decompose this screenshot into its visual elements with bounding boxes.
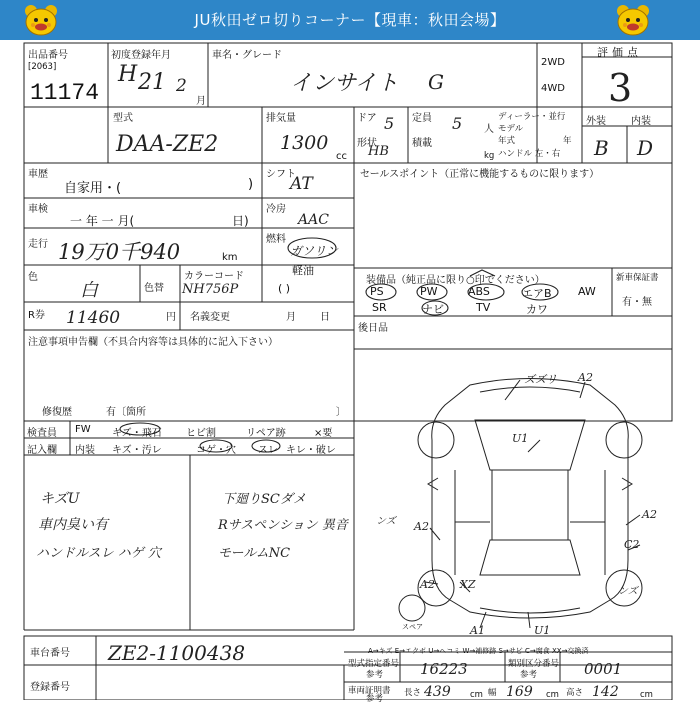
- mileage-unit: km: [222, 252, 238, 263]
- displacement-unit: cc: [336, 151, 347, 162]
- name-change-label: 名義変更: [190, 312, 230, 323]
- shape-value: HB: [368, 144, 389, 159]
- width-unit: cm: [546, 690, 559, 700]
- inspection-value: 一 年 一 月(: [70, 214, 135, 228]
- damage-mark-9: A1: [470, 624, 485, 637]
- score-value: 3: [608, 66, 633, 110]
- sales-point-label: セールスポイント（正常に機能するものに限ります）: [360, 169, 600, 180]
- year-label: 年式: [498, 136, 516, 146]
- model-code-value: DAA-ZE2: [116, 132, 219, 157]
- dims-label: 車両証明書: [348, 686, 391, 696]
- equip-leather: カワ: [526, 303, 548, 316]
- width-value: 169: [506, 684, 533, 700]
- entry-label: 記入欄: [27, 445, 57, 456]
- damage-mark-7: A2: [420, 578, 435, 591]
- inspector-label: 検査員: [27, 428, 57, 439]
- aircon-label: 冷房: [266, 204, 286, 215]
- notes-label: 注意事項申告欄（不具合内容等は具体的に記入下さい）: [28, 337, 278, 348]
- equip-abs: ABS: [468, 285, 490, 298]
- lot-number-value: 11174: [30, 80, 100, 106]
- equip-airbag: エアB: [522, 287, 552, 300]
- damage-mark-2: A2: [578, 371, 593, 384]
- first-registration-month-unit: 月: [196, 96, 206, 107]
- car-grade-value: G: [428, 70, 444, 94]
- color-code-value: NH756P: [182, 282, 239, 297]
- chassis-label: 車台番号: [30, 648, 70, 659]
- equip-pw: PW: [420, 285, 438, 298]
- repair-history-value: 有〔箇所: [106, 407, 146, 418]
- warranty-value: 有・無: [622, 297, 652, 308]
- model-year-label: モデル: [498, 124, 524, 134]
- designation-sub: 参考: [366, 670, 384, 680]
- damage-mark-6: C2: [624, 538, 640, 551]
- mileage-label: 走行: [28, 239, 48, 250]
- first-registration-year: 21: [138, 70, 166, 95]
- first-registration-label: 初度登録年月: [111, 50, 171, 61]
- capacity-unit: 人: [484, 124, 494, 135]
- capacity-label: 定員: [412, 113, 432, 124]
- capacity-value: 5: [452, 114, 463, 133]
- remark-right-2: Rサスペンション 異音: [218, 518, 348, 533]
- recycle-label: R券: [28, 310, 45, 321]
- equipment-label: 装備品（純正品に限り○印でください）: [366, 275, 545, 286]
- height-unit: cm: [640, 690, 653, 700]
- aircon-value: AAC: [298, 212, 329, 228]
- spare-label: スペア: [402, 623, 423, 631]
- warranty-label: 新車保証書: [616, 273, 659, 283]
- inspector-row1-3: リペア跡: [246, 428, 286, 439]
- shift-label: シフト: [266, 169, 296, 180]
- repair-history-close: 〕: [336, 407, 346, 418]
- model-code-label: 型式: [113, 113, 133, 124]
- color-code-label: カラーコード: [184, 271, 244, 282]
- registration-label: 登録番号: [30, 682, 70, 693]
- recycle-unit: 円: [166, 312, 176, 323]
- history-close: ): [248, 177, 254, 192]
- damage-mark-8: XZ: [460, 578, 476, 591]
- lot-number-sub: [2063]: [28, 62, 57, 72]
- inspection-day: 日): [232, 214, 249, 228]
- displacement-value: 1300: [280, 132, 329, 154]
- category-sub: 参考: [520, 670, 538, 680]
- remark-left-2: 車内臭い有: [38, 517, 108, 533]
- load-unit: kg: [484, 151, 495, 161]
- color-value: 白: [80, 280, 98, 301]
- damage-mark-3: U1: [512, 432, 529, 445]
- inspector-row1-2: ヒビ割: [186, 428, 216, 439]
- damage-mark-11: ンズ: [376, 516, 396, 527]
- dealer-label: ディーラー・並行: [498, 112, 566, 122]
- fuel-label: 燃料: [266, 234, 286, 245]
- inspector-row1-0: FW: [75, 424, 91, 435]
- damage-mark-10: U1: [534, 624, 551, 637]
- remark-left-1: キズU: [40, 491, 80, 507]
- drive-4wd: 4WD: [541, 83, 565, 94]
- width-label: 幅: [488, 688, 497, 698]
- height-label: 高さ: [566, 688, 584, 698]
- length-label: 長さ: [404, 688, 422, 698]
- inspection-label: 車検: [28, 204, 48, 215]
- length-unit: cm: [470, 690, 483, 700]
- damage-mark-5: A2: [414, 520, 429, 533]
- inspector-row2-3: スレ: [258, 445, 278, 456]
- chassis-value: ZE2-1100438: [108, 641, 246, 665]
- first-registration-era: H: [118, 62, 138, 87]
- interior-score: D: [637, 136, 654, 160]
- lot-number-label: 出品番号: [28, 50, 68, 61]
- car-name-value: インサイト: [290, 71, 399, 96]
- remark-right-3: モールムNC: [218, 546, 291, 561]
- inspector-row1-4: ×要: [314, 428, 333, 439]
- name-change-day: 日: [320, 312, 330, 323]
- category-label: 類別区分番号: [508, 659, 560, 669]
- exterior-label: 外装: [586, 116, 606, 127]
- equip-aw: AW: [578, 285, 596, 298]
- remark-right-1: 下廻りSCダメ: [222, 492, 306, 507]
- displacement-label: 排気量: [266, 113, 296, 124]
- history-label: 車歴: [28, 169, 48, 180]
- inspector-row2-0: 内装: [75, 445, 95, 456]
- equip-navi: ナビ: [422, 303, 444, 316]
- height-value: 142: [592, 684, 619, 700]
- rear-items-label: 後日品: [358, 323, 388, 334]
- shift-value: AT: [290, 174, 313, 194]
- score-label: 評価点: [597, 46, 642, 59]
- length-value: 439: [424, 684, 451, 700]
- damage-mark-1: ズズリ: [524, 373, 557, 386]
- load-label: 積載: [412, 138, 432, 149]
- repair-history-label: 修復歴: [42, 407, 72, 418]
- first-registration-month: 2: [176, 76, 187, 96]
- designation-value: 16223: [420, 660, 468, 678]
- name-change-month: 月: [286, 312, 296, 323]
- recycle-value: 11460: [66, 308, 121, 328]
- fuel-diesel: 軽油: [292, 264, 314, 277]
- designation-label: 型式指定番号: [348, 659, 400, 669]
- color-label: 色: [28, 272, 38, 283]
- dims-sub: 参考: [366, 694, 384, 704]
- doors-value: 5: [384, 114, 395, 133]
- steering-label: ハンドル 左・右: [498, 149, 561, 159]
- fuel-gasoline: ガソリン: [290, 244, 339, 258]
- car-name-label: 車名・グレード: [212, 50, 282, 61]
- equip-ps: PS: [370, 285, 384, 298]
- inspector-row2-2: コゲ・穴: [196, 445, 236, 456]
- color-change-label: 色替: [144, 283, 164, 294]
- damage-mark-12: ンズ: [618, 586, 638, 597]
- inspector-row1-1: キズ・飛石: [112, 428, 162, 439]
- category-value: 0001: [584, 660, 623, 678]
- mileage-value: 19万0千940: [58, 240, 181, 264]
- inspector-row2-1: キズ・汚レ: [112, 445, 162, 456]
- history-value: 自家用・(: [64, 181, 122, 196]
- doors-label: ドア: [357, 113, 377, 124]
- damage-mark-4: A2: [642, 508, 657, 521]
- fuel-other: ( ): [278, 282, 291, 295]
- damage-legend: A→キズ E→エクボ U→ヘコミ W→補修跡 S→サビ C→腐食 XX→交換済: [368, 647, 589, 655]
- remark-left-3: ハンドルスレ ハゲ 穴: [36, 546, 161, 561]
- equip-tv: TV: [476, 301, 491, 314]
- drive-2wd: 2WD: [541, 57, 565, 68]
- interior-label: 内装: [631, 116, 651, 127]
- exterior-score: B: [594, 136, 609, 160]
- banner-title: JU秋田ゼロ切りコーナー【現車：秋田会場】: [194, 11, 506, 29]
- shape-label: 形状: [357, 138, 377, 149]
- year-unit: 年: [563, 136, 572, 146]
- equip-sr: SR: [372, 301, 387, 314]
- inspector-row2-4: キレ・破レ: [286, 445, 336, 456]
